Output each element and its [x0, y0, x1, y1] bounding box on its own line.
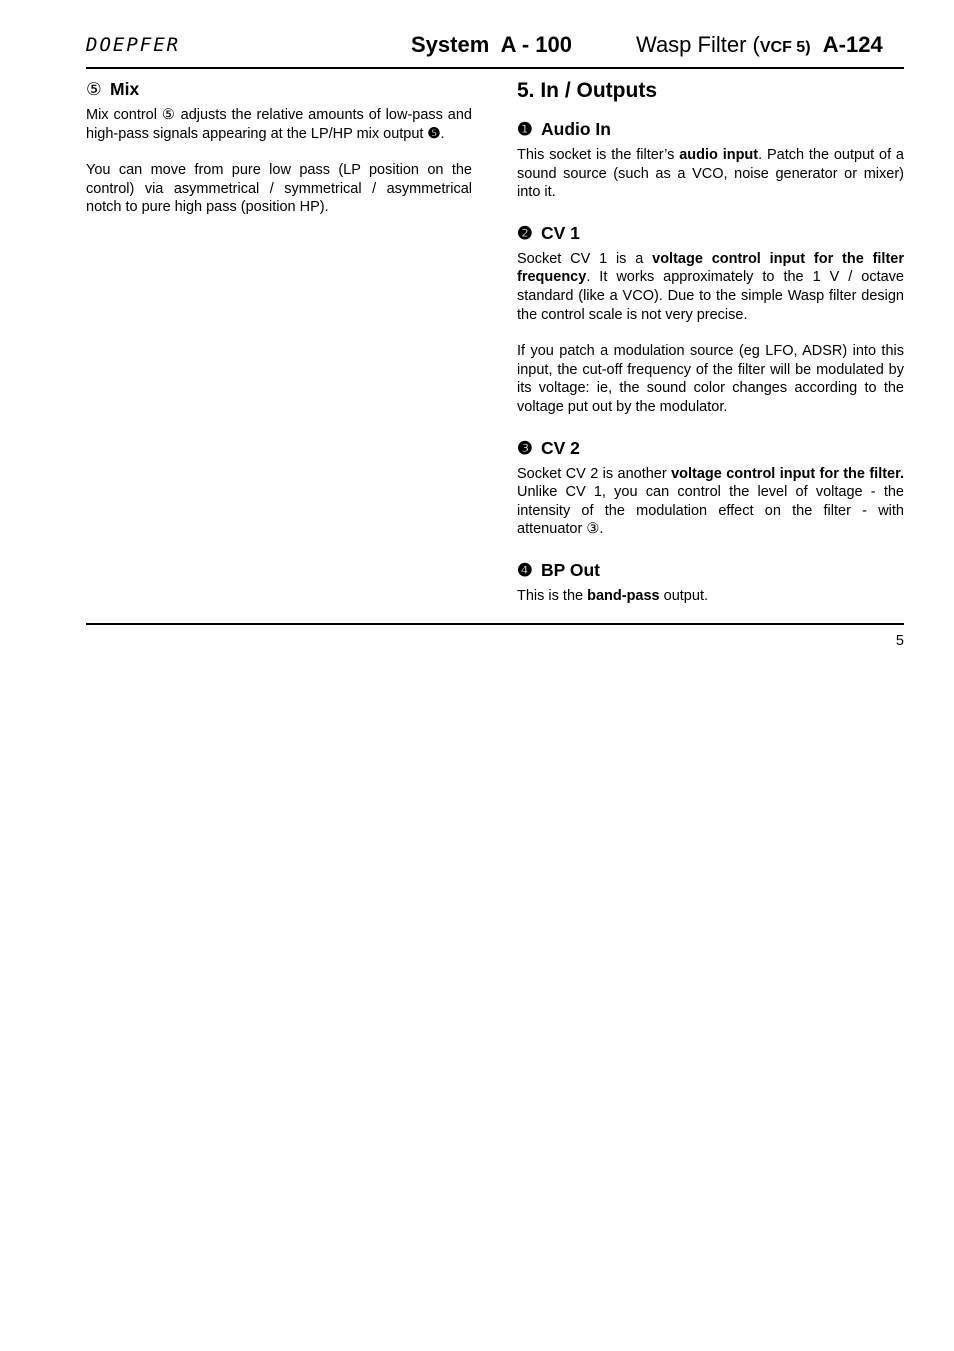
cv2-text-a: Socket CV 2 is another — [517, 465, 672, 482]
mix-marker: ⑤ — [86, 79, 102, 99]
module-vcf: VCF 5) — [759, 39, 811, 56]
cv2-heading — [517, 437, 904, 459]
module-code: A-124 — [822, 32, 883, 57]
cv1-text-a: Socket CV 1 is a — [517, 250, 653, 267]
cv1-paragraph-2: If you patch a modulation source (eg LFO, ADSR) into this input, the cut-off frequency of the filter will be modulated by its voltage: ie, the sound color changes according to the voltage put out by the modulator. — [517, 343, 904, 415]
mix-heading — [86, 78, 472, 100]
mix-paragraph-2: You can move from pure low pass (LP position on the control) via asymmetrical / symmetrical / asymmetrical notch to pure high pass (position HP). — [86, 162, 472, 216]
system-title: System A - 100 — [411, 32, 573, 57]
page-header — [86, 30, 904, 68]
cv2-text-b: Unlike CV 1, you can control the level of voltage - the intensity of the modulation effect on the filter - with attenuator ③. — [517, 484, 904, 538]
module-title — [636, 32, 883, 58]
header-rule — [86, 67, 904, 69]
audio-in-text-a: This socket is the filter’s — [517, 147, 680, 163]
right-column — [517, 78, 904, 606]
bp-out-marker: ❹ — [517, 559, 533, 580]
audio-in-paragraph — [517, 146, 904, 202]
bp-out-text-a: This is the — [517, 587, 588, 604]
cv2-heading-label: CV 2 — [541, 437, 580, 458]
audio-in-bold: audio input — [679, 147, 759, 163]
audio-in-heading-label: Audio In — [541, 119, 611, 139]
brand-logo: DOEPFER — [86, 34, 181, 56]
page-number: 5 — [895, 633, 904, 649]
audio-in-heading — [517, 118, 904, 140]
cv2-marker: ❸ — [517, 437, 533, 458]
audio-in-text-b: . Patch the output of a sound source (such as a VCO, noise generator or mixer) into it. — [517, 147, 904, 201]
cv1-text-b: . It works approximately to the 1 V / octave standard (like a VCO). Due to the simple Wasp filter design the control scale is not very precise. — [517, 269, 904, 323]
audio-in-marker: ❶ — [517, 119, 533, 139]
bp-out-text-b: output. — [659, 587, 708, 604]
cv2-bold: voltage control input for the filter. — [671, 465, 904, 482]
bp-out-paragraph — [517, 587, 904, 606]
mix-output-marker: ❺ — [427, 125, 441, 142]
bp-out-bold: band-pass — [587, 587, 660, 604]
section-title: 5. In / Outputs — [517, 79, 657, 102]
footer-rule — [86, 623, 904, 625]
module-prefix: Wasp Filter ( — [636, 32, 760, 57]
mix-p1-text: Mix control ⑤ adjusts the relative amounts of low-pass and high-pass signals appearing at the LP/HP mix output — [86, 107, 472, 142]
cv1-marker: ❷ — [517, 222, 533, 243]
mix-paragraph-1 — [86, 106, 472, 143]
bp-out-heading-label: BP Out — [541, 559, 600, 580]
mix-heading-label: Mix — [110, 79, 140, 99]
cv1-bold: voltage control input for the filter frequency — [517, 250, 904, 286]
cv2-paragraph — [517, 465, 904, 539]
mix-p1-end: . — [440, 125, 445, 142]
cv1-paragraph-1 — [517, 250, 904, 324]
bp-out-heading — [517, 559, 904, 581]
left-column — [86, 78, 472, 217]
cv1-heading-label: CV 1 — [541, 222, 580, 243]
cv1-heading — [517, 222, 904, 244]
